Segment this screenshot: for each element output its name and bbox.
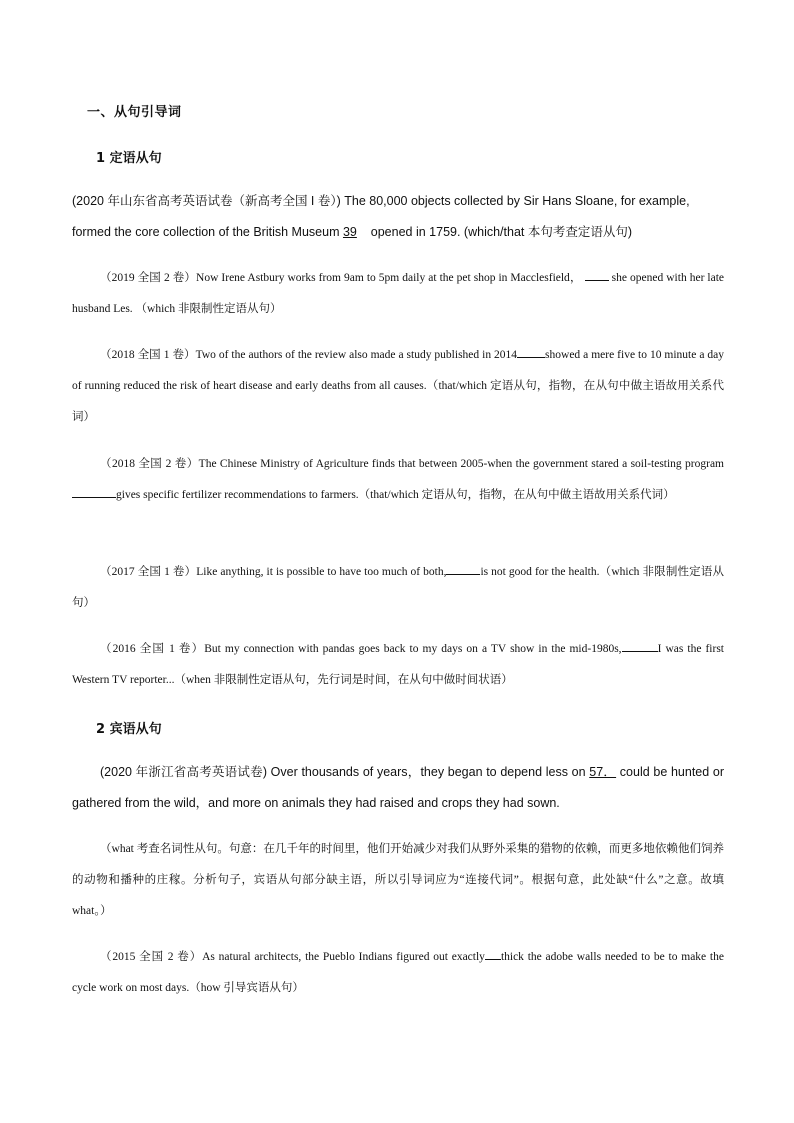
blank-number: 57． — [589, 765, 617, 779]
question-text: could be hunted or gathered from the wild，and more on animals they had raised and crops they had sown. — [72, 765, 724, 810]
question-text: （2016 全国 1 卷）But my connection with pandas goes back to my days on a TV show in the mid-1980s, — [100, 643, 622, 655]
question-text: thick the adobe walls needed to be to make the cycle work on most days.（how 引导宾语从句） — [72, 951, 724, 994]
question-text: （2019 全国 2 卷）Now Irene Astbury works from 9am to 5pm daily at the pet shop in Macclesfield， — [100, 272, 582, 284]
subheading-attributive-clause: 1 定语从句 — [96, 151, 162, 166]
blank-number: 39 — [342, 225, 357, 239]
question-paragraph — [72, 942, 724, 1004]
question-paragraph — [72, 634, 724, 696]
answer-blank — [585, 266, 609, 281]
question-text: （2018 全国 1 卷）Two of the authors of the review also made a study published in 2014 — [100, 349, 518, 361]
question-paragraph — [72, 449, 724, 511]
question-paragraph — [72, 557, 724, 619]
answer-blank — [517, 343, 545, 358]
question-text: （2017 全国 1 卷）Like anything, it is possible to have too much of both, — [100, 566, 447, 578]
question-text: （2015 全国 2 卷）As natural architects, the Pueblo Indians figured out exactly — [100, 951, 485, 963]
question-text: gives specific fertilizer recommendations to farmers.（that/which 定语从句，指物，在从句中做主语故用关系代词） — [116, 489, 675, 501]
question-text: showed a mere five to 10 minute a day of running reduced the risk of heart disease and early deaths from all causes.（that/which 定语从句，指物，在从句中做主语故用关系代词） — [72, 349, 724, 423]
question-text: formed the core collection of the British Museum — [72, 225, 340, 239]
answer-blank — [72, 483, 116, 498]
question-paragraph — [72, 340, 724, 433]
question-text: is not good for the health.（which 非限制性定语从句） — [72, 566, 724, 609]
question-text: I was the first Western TV reporter...（when 非限制性定语从句，先行词是时间，在从句中做时间状语） — [72, 643, 724, 686]
answer-blank — [485, 945, 501, 960]
question-text: she opened with her late husband Les. （which 非限制性定语从句） — [72, 272, 725, 315]
question-text: (2020 年山东省高考英语试卷（新高考全国 I 卷）) The 80,000 objects collected by Sir Hans Sloane, for example, — [72, 194, 690, 208]
question-text: opened in 1759. (which/that 本句考查定语从句) — [370, 225, 632, 239]
question-paragraph — [72, 186, 724, 248]
section-heading: 一、从句引导词 — [87, 105, 182, 120]
question-paragraph — [72, 757, 724, 819]
question-paragraph — [72, 263, 724, 325]
answer-blank — [622, 637, 658, 652]
answer-blank — [446, 560, 480, 575]
question-text: (2020 年浙江省高考英语试卷) Over thousands of years，they began to depend less on — [100, 765, 586, 779]
answer-explanation: （what 考查名词性从句。句意：在几千年的时间里，他们开始减少对我们从野外采集的猎物的依赖，而更多地依赖他们饲养的动物和播种的庄稼。分析句子，宾语从句部分缺主语，所以引导词应为“连接代词”。根据句意，此处缺“什么”之意。故填 what。） — [72, 843, 724, 917]
question-text: （2018 全国 2 卷）The Chinese Ministry of Agriculture finds that between 2005-when the government stared a soil-testing program — [100, 458, 724, 470]
subheading-object-clause: 2 宾语从句 — [96, 722, 162, 737]
